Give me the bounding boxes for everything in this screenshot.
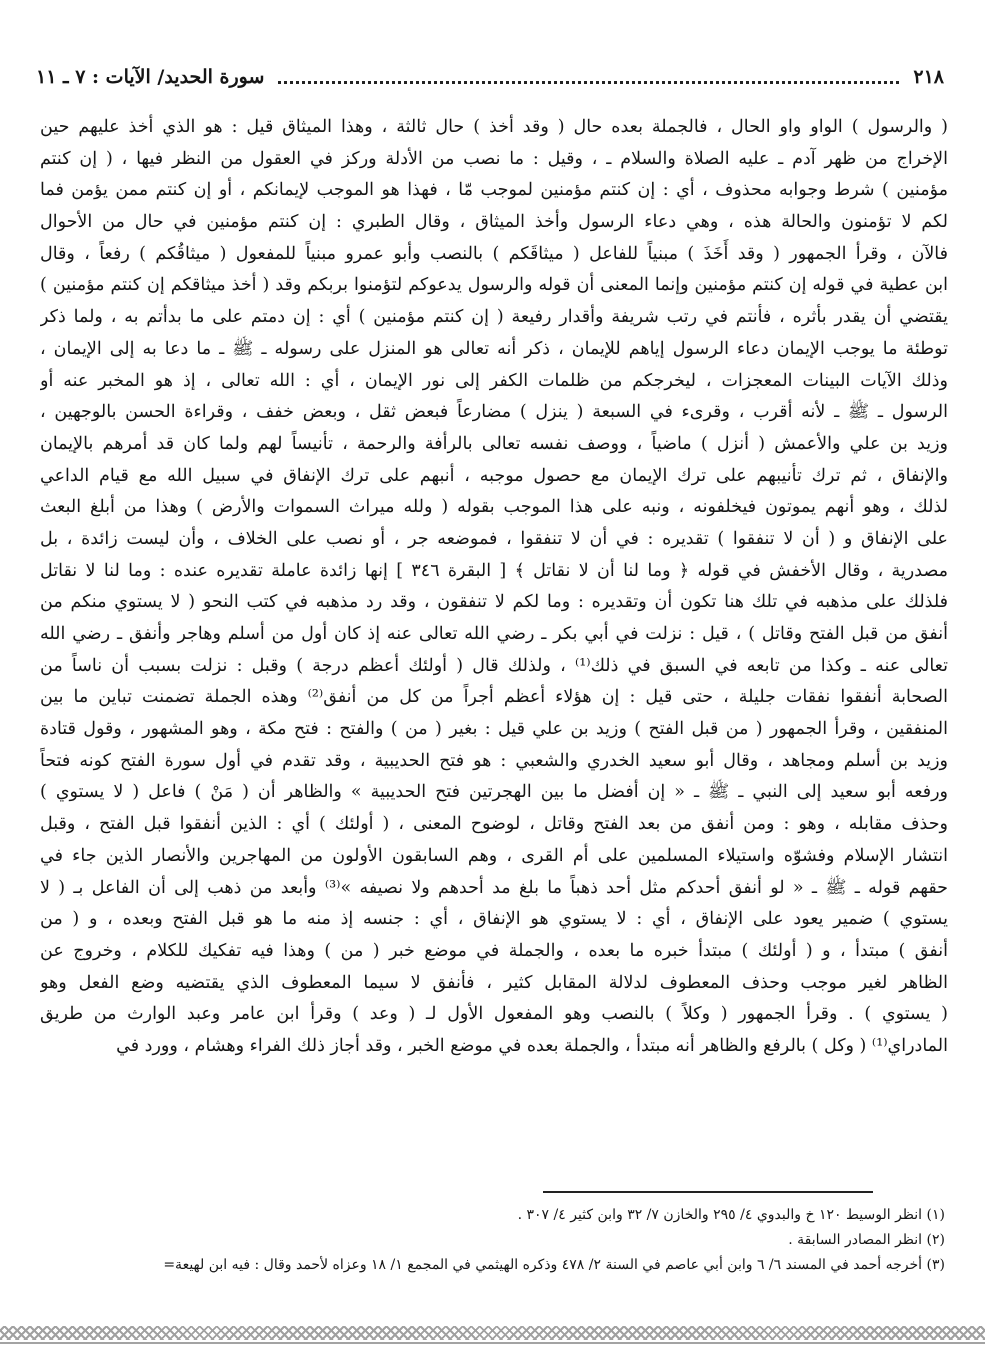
footnote-separator [543, 1191, 873, 1193]
header-dotted-leader [278, 71, 899, 84]
text-line: فلذلك على مذهبه في تلك هنا تكون أن وتقديره : وما لكم لا تنفقون ، وقد رد مذهبه في كتب النحو ( لا يستوي منكم من [40, 592, 948, 613]
text-line: على الإنفاق و ( أن لا تنفقوا ) تقديره : في أن لا تنفقوا ، فموضعه جر ، أو نصب على الخلاف ، وأن ليست زائدة ، بل [40, 528, 948, 549]
text-line: ابن عطية في قوله إن كنتم مؤمنين وإنما المعنى أن قوله والرسول يدعوكم لتؤمنوا بربكم وقد ( أخذ ميثاقكم إن كنتم مؤمنين ) [40, 275, 948, 296]
text-line: لذلك ، وهو أنهم يموتون فيخلفونه ، ونبه على هذا الموجب بقوله ( ولله ميراث السموات والأرض ) وهذا من أبلغ البعث [40, 497, 948, 518]
text-line: فالآن ، وقرأ الجمهور ( وقد أَخَذَ ) مبنياً للفاعل ( ميثاقَكم ) بالنصب وأبو عمرو مبنياً للمفعول ( ميثاقُكم ) رفعاً ، وقال [40, 243, 948, 264]
page-number: ٢١٨ [913, 66, 944, 88]
text-line: المنفقين ، وقرأ الجمهور ( من قبل الفتح ) وزيد بن علي قيل : بغير ( من ) والفتح : فتح مكة ، وهو المشهور ، وقول قتادة [40, 719, 948, 740]
text-line: يقتضي أن يقدر بأثره ، فأنتم في رتب شريفة وأقدار رفيعة ( إن كنتم مؤمنين ) أي : إن دمتم على ما بدأتم به ، ولما ذكر [40, 307, 948, 328]
text-line: الظاهر لغير موجب وحذف المعطوف لدلالة المقابل كثير ، فأنفق لا سيما المعطوف الذي يقتضيه وضع الفعل وهو [40, 972, 948, 993]
text-line: حقهم قوله ـ ﷺ ـ « لو أنفق أحدكم مثل أحد ذهباً ما بلغ مد أحدهم ولا نصيفه »⁽³⁾ وأبعد من ذهب إلى أن الفاعل بـ ( لا [40, 877, 948, 898]
text-line: تعالى عنه ـ وكذا من تابعه في السبق في ذلك⁽¹⁾ ، ولذلك قال ( أولئك أعظم درجة ) وقبل : نزلت بسبب أن ناساً من [40, 655, 948, 676]
text-line: مؤمنين ) شرط وجوابه محذوف ، أي : إن كنتم مؤمنين لموجب مّا ، فهذا هو الموجب لإيمانكم ، أو إن كنتم ممن يؤمن فما [40, 180, 948, 201]
page-header [36, 62, 944, 92]
text-line: وزيد بن علي والأعمش ( أنزل ) ماضياً ، ووصف نفسه تعالى بالرأفة والرحمة ، تأنيساً لهم ولما كان قد أمرهم بالإيمان [40, 433, 948, 454]
text-line: الصحابة أنفقوا نفقات جليلة ، حتى قيل : إن هؤلاء أعظم أجراً من كل من أنفق⁽²⁾ وهذه الجملة تضمنت تباين ما بين [40, 687, 948, 708]
text-line: ( والرسول ) الواو واو الحال ، فالجملة بعده حال ( وقد أخذ ) حال ثالثة ، وهذا الميثاق قيل : هو الذي أخذ عليهم حين [40, 117, 948, 137]
decorative-border [0, 1326, 985, 1340]
text-line: ( يستوي ) . وقرأ الجمهور ( وكلاً ) بالنصب وهو المفعول الأول لـ ( وعد ) وقرأ ابن عامر وعبد الوارث من طريق [40, 1004, 948, 1025]
text-line: توطئة ما يوجب الإيمان دعاء الرسول إياهم للإيمان ، ذكر أنه تعالى هو المنزل على رسوله ـ ﷺ ـ ما دعا به إلى الإيمان ، [40, 338, 948, 359]
main-text [40, 112, 948, 1063]
running-title: سورة الحديد/ الآيات : ٧ ـ ١١ [36, 66, 265, 88]
text-line: أنفق من قبل الفتح وقاتل ) ، قيل : نزلت في أبي بكر ـ رضي الله تعالى عنه إذ كان أول من أسلم وهاجر وأنفق ـ رضي الله [40, 624, 948, 644]
footnotes [40, 1203, 945, 1278]
text-line: وحذف مقابله ، وهو : ومن أنفق من بعد الفتح وقاتل ، لوضوح المعنى ، ( أولئك ) أي : الذين أنفقوا قبل الفتح ، وقبل [40, 814, 948, 835]
footnote-1: (١) انظر الوسيط ١٢٠ خ والبدوي ٤/ ٢٩٥ والخازن ٧/ ٣٢ وابن كثير ٤/ ٣٠٧ . [517, 1207, 945, 1223]
text-line: الرسول ـ ﷺ ـ لأنه أقرب ، وقرىء في السبعة ( ينزل ) مضارعاً فبعض ثقل ، وبعض خفف ، وقراءة الحسن بالوجهين ، [40, 402, 948, 423]
bottom-rule [0, 1342, 985, 1344]
text-line: مصدرية ، وقال الأخفش في قوله ﴿ وما لنا أن لا نقاتل ﴾ [ البقرة ٣٤٦ ] إنها زائدة عاملة تقديره عنده : وما لنا لا نقاتل [40, 560, 948, 581]
text-line: انتشار الإسلام وفشوّه واستيلاء المسلمين على أم القرى ، وهم السابقون الأولون من المهاجرين والأنصار الذين جاء في [40, 845, 948, 866]
text-line: لكم لا تؤمنون والحالة هذه ، وهي دعاء الرسول وأخذ الميثاق ، وقال الطبري : إن كنتم مؤمنين في حال من الأحوال [40, 212, 948, 233]
text-line: والإنفاق ، ثم ترك تأنيبهم على ترك الإيمان مع حصول موجبه ، أنبهم على ترك الإنفاق في سبيل الله مع قيام الداعي [40, 465, 948, 486]
text-line: المادراي⁽¹⁾ ( وكل ) بالرفع والظاهر أنه مبتدأ ، والجملة بعده في موضع الخبر ، وقد أجاز ذلك الفراء وهشام ، وورد في [116, 1035, 948, 1056]
text-line: ورفعه أبو سعيد إلى النبي ـ ﷺ ـ « إن أفضل ما بين الهجرتين فتح الحديبية » والظاهر أن ( مَنْ ) فاعل ( لا يستوي ) [40, 782, 948, 803]
footnote-3: (٣) أخرجه أحمد في المسند ٦/ ٦ وابن أبي عاصم في السنة ٢/ ٤٧٨ وذكره الهيثمي في المجمع ١/ ١٨ وعزاه لأحمد وقال : فيه ابن لهيعة= [163, 1257, 945, 1273]
text-line: وذلك الآيات البينات المعجزات ، ليخرجكم من ظلمات الكفر إلى نور الإيمان ، أي : الله تعالى ، إذ هو المخبر عنه أو [40, 370, 948, 391]
footnote-2: (٢) انظر المصادر السابقة . [788, 1232, 945, 1248]
text-line: وزيد بن أسلم ومجاهد ، وقال أبو سعيد الخدري والشعبي : هو فتح الحديبية ، وقد تقدم في أول سورة الفتح كونه فتحاً [40, 750, 948, 771]
text-line: الإخراج من ظهر آدم ـ عليه الصلاة والسلام ـ ، وقيل : ما نصب من الأدلة وركز في العقول من النظر فيها ، ( إن كنتم [40, 148, 948, 169]
text-line: أنفق ) مبتدأ ، و ( أولئك ) مبتدأ خبره ما بعده ، والجملة في موضع خبر ( من ) وهذا فيه تفكيك للكلام ، وخروج عن [40, 940, 948, 961]
text-line: يستوي ) ضمير يعود على الإنفاق ، أي : لا يستوي هو الإنفاق ، أي : جنسه إذ منه ما هو قبل الفتح وبعده ، و ( من [40, 909, 948, 930]
